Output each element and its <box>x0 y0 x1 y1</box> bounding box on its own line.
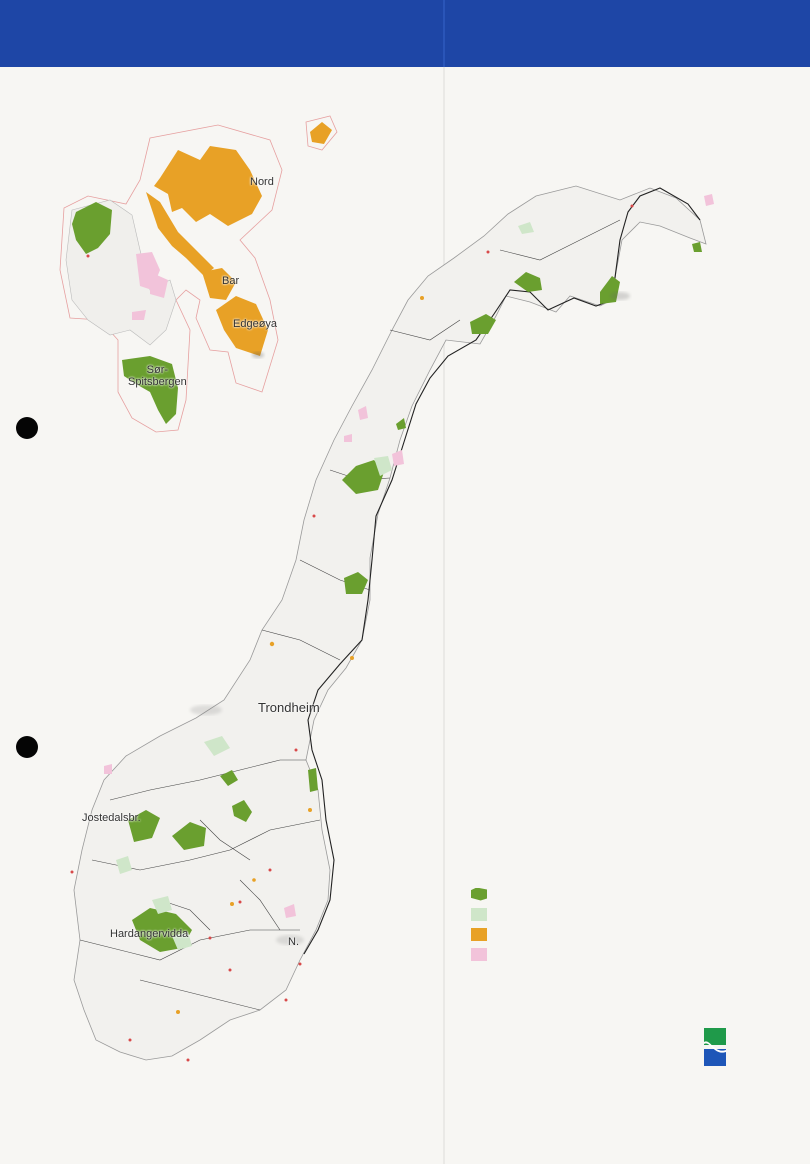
site-dot <box>285 999 288 1002</box>
reserve-dot <box>252 878 256 882</box>
label-jostedalsbreen: Jostedalsbr. <box>82 812 141 824</box>
reserve-dot <box>308 808 312 812</box>
site-dot <box>129 1039 132 1042</box>
label-nordaustlandet: Nord <box>250 176 274 188</box>
pink-area-6 <box>704 194 714 206</box>
legend-swatch-sanctuary <box>471 948 487 961</box>
legend-item-reserve <box>471 924 495 944</box>
reserve-dot <box>270 642 274 646</box>
label-trondheim: Trondheim <box>258 700 320 715</box>
site-dot <box>187 1059 190 1062</box>
site-dot <box>295 749 298 752</box>
legend-swatch-landscape <box>471 908 487 921</box>
label-narvik: N. <box>288 936 299 948</box>
svalbard <box>60 116 337 432</box>
legend-item-sanctuary <box>471 944 495 964</box>
nordaustlandet-reserve <box>154 146 262 226</box>
label-hardangervidda: Hardangervidda <box>110 928 189 940</box>
label-edgeoya: Edgeøya <box>233 318 278 330</box>
label-barentsoya: Bar <box>222 275 240 287</box>
reserve-dot <box>176 1010 180 1014</box>
reserve-dot <box>350 656 354 660</box>
site-dot <box>299 963 302 966</box>
site-dot <box>269 869 272 872</box>
norwegian-directorate-logo-icon <box>704 1028 726 1066</box>
site-dot <box>87 255 90 258</box>
legend-item-landscape <box>471 904 495 924</box>
site-dot <box>229 969 232 972</box>
park-varanger <box>692 242 702 252</box>
label-sor-spitsbergen: Sør- Spitsbergen <box>128 364 187 388</box>
site-dot <box>313 515 316 518</box>
map-legend <box>471 884 495 964</box>
pink-area-4 <box>104 764 112 774</box>
site-dot <box>239 901 242 904</box>
legend-item-national-park <box>471 884 495 904</box>
site-dot <box>631 205 634 208</box>
kvitoya-reserve <box>310 122 332 144</box>
legend-swatch-reserve <box>471 928 487 941</box>
reserve-dot <box>230 902 234 906</box>
site-dot <box>209 937 212 940</box>
site-dot <box>487 251 490 254</box>
reserve-dot <box>420 296 424 300</box>
legend-swatch-national-park <box>471 888 487 901</box>
site-dot <box>71 871 74 874</box>
